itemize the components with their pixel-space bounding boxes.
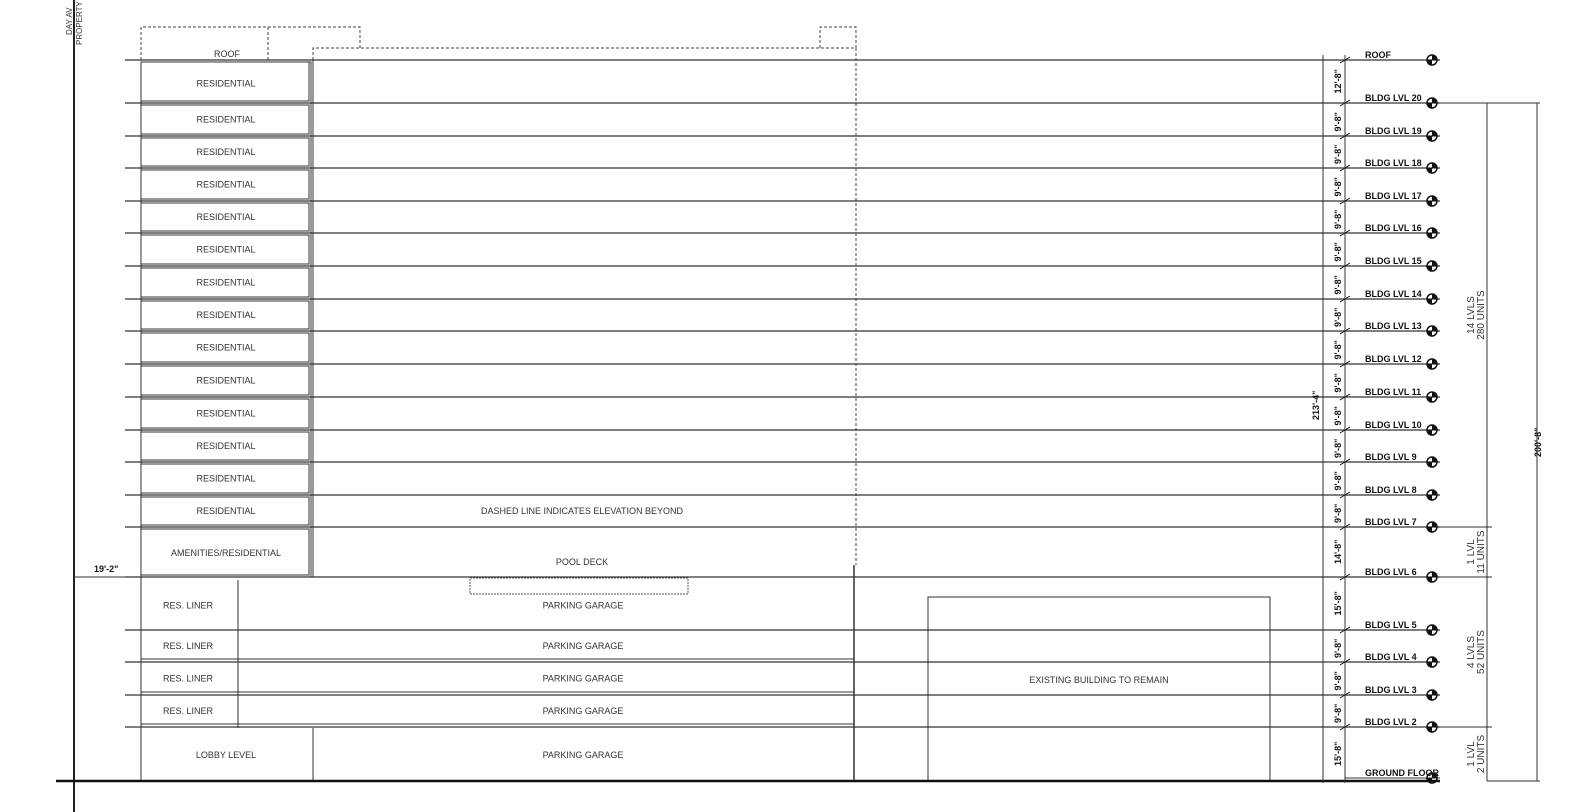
group-levels-label: 1 LVL [1466, 741, 1477, 767]
level-label: BLDG LVL 8 [1365, 485, 1417, 495]
res-liner-label: RES. LINER [162, 673, 214, 684]
group-levels-label: 1 LVL [1466, 539, 1477, 565]
residential-label: RESIDENTIAL [196, 506, 256, 516]
parking-garage-label: PARKING GARAGE [542, 706, 624, 716]
residential-label: RESIDENTIAL [196, 408, 256, 419]
edge-label-1: DAY AV [65, 7, 74, 35]
overall-height-dimension: 213'-4" [1311, 390, 1321, 420]
floor-height-label: 9'-8" [1333, 275, 1343, 295]
floor-height-label: 9'-8" [1333, 177, 1343, 197]
floor-height-label: 9'-8" [1333, 340, 1343, 360]
residential-label: RESIDENTIAL [196, 375, 256, 386]
res-liner-label: RES. LINER [162, 641, 214, 651]
pool-deck-label: POOL DECK [555, 557, 609, 567]
level-label: BLDG LVL 2 [1365, 717, 1417, 727]
level-label: BLDG LVL 10 [1365, 420, 1422, 430]
level-label: BLDG LVL 15 [1365, 256, 1422, 266]
level-label: BLDG LVL 11 [1365, 387, 1422, 397]
residential-label: RESIDENTIAL [196, 342, 256, 353]
residential-label: RESIDENTIAL [196, 147, 256, 157]
floor-height-label: 15'-8" [1333, 591, 1343, 616]
level-label: BLDG LVL 16 [1365, 223, 1422, 233]
residential-label: RESIDENTIAL [196, 277, 256, 288]
residential-label: RESIDENTIAL [196, 473, 256, 484]
parking-garage-label: PARKING GARAGE [542, 600, 624, 611]
roof-parapet-left [141, 27, 360, 60]
roof-parapet-right [820, 27, 856, 48]
floor-height-label: 9'-8" [1333, 438, 1343, 458]
parking-garage-label: PARKING GARAGE [542, 641, 624, 651]
floor-height-label: 9'-8" [1333, 112, 1343, 132]
room-labels [141, 62, 623, 760]
level-label: ROOF [1365, 50, 1391, 60]
edge-label-2: PROPERTY [75, 1, 84, 45]
floor-height-label: 15'-8" [1333, 741, 1343, 766]
floor-height-label: 12'-8" [1333, 69, 1343, 94]
level-label: BLDG LVL 5 [1365, 620, 1417, 630]
parking-garage-label: PARKING GARAGE [542, 673, 624, 684]
existing-building-outline [928, 597, 1270, 781]
group-units-label: 11 UNITS [1476, 530, 1487, 574]
level-label: BLDG LVL 3 [1365, 685, 1417, 695]
floor-height-label: 14'-8" [1333, 539, 1343, 564]
residential-label: RESIDENTIAL [196, 244, 256, 255]
level-markers [1345, 50, 1440, 783]
floor-height-label: 9'-8" [1333, 242, 1343, 262]
level-label: BLDG LVL 19 [1365, 126, 1422, 136]
level-label: BLDG LVL 7 [1365, 517, 1417, 527]
residential-label: RESIDENTIAL [196, 78, 256, 89]
floor-height-label: 9'-8" [1333, 144, 1343, 164]
level-label: BLDG LVL 9 [1365, 452, 1417, 462]
tower-height-dimension: 200'-8" [1533, 427, 1543, 457]
group-levels-label: 14 LVLS [1466, 296, 1477, 334]
group-levels-label: 4 LVLS [1466, 635, 1477, 669]
res-liner-label: RES. LINER [162, 706, 214, 716]
podium-offset-dimension: 19'-2" [94, 564, 119, 574]
res-liner-label: RES. LINER [162, 600, 214, 611]
level-lines [125, 60, 1440, 727]
level-label: BLDG LVL 17 [1365, 191, 1422, 201]
amenities-label: AMENITIES/RESIDENTIAL [170, 548, 282, 558]
pool-recess [470, 578, 688, 594]
level-label: BLDG LVL 18 [1365, 158, 1422, 168]
residential-label: RESIDENTIAL [196, 310, 256, 320]
level-label: BLDG LVL 4 [1365, 652, 1417, 662]
floor-height-label: 9'-8" [1333, 471, 1343, 491]
group-units-label: 2 UNITS [1476, 734, 1487, 774]
floor-height-dimensions [1333, 57, 1350, 766]
floor-height-label: 9'-8" [1333, 638, 1343, 658]
floor-height-label: 9'-8" [1333, 209, 1343, 229]
lobby-label: LOBBY LEVEL [195, 750, 257, 760]
floor-height-label: 9'-8" [1333, 307, 1343, 327]
roof-label: ROOF [214, 49, 240, 59]
floor-height-label: 9'-8" [1333, 671, 1343, 691]
dashed-line-note: DASHED LINE INDICATES ELEVATION BEYOND [480, 506, 684, 516]
level-label: BLDG LVL 6 [1365, 567, 1417, 577]
residential-label: RESIDENTIAL [196, 114, 256, 125]
group-units-label: 280 UNITS [1476, 290, 1487, 340]
residential-label: RESIDENTIAL [196, 179, 256, 190]
roof-edge-beyond [313, 48, 856, 60]
group-units-label: 52 UNITS [1476, 630, 1487, 674]
floor-height-label: 9'-8" [1333, 503, 1343, 523]
floor-height-label: 9'-8" [1333, 373, 1343, 393]
floor-height-label: 9'-8" [1333, 406, 1343, 426]
existing-building-label: EXISTING BUILDING TO REMAIN [1029, 675, 1169, 685]
level-label: BLDG LVL 20 [1365, 93, 1422, 103]
level-label: BLDG LVL 12 [1365, 354, 1422, 364]
level-label: GROUND FLOOR [1365, 768, 1439, 778]
unit-groups [1440, 103, 1492, 773]
floor-height-label: 9'-8" [1333, 703, 1343, 723]
level-label: BLDG LVL 14 [1365, 289, 1422, 299]
residential-label: RESIDENTIAL [196, 441, 256, 451]
level-label: BLDG LVL 13 [1365, 321, 1422, 331]
residential-label: RESIDENTIAL [196, 212, 256, 222]
parking-garage-label: PARKING GARAGE [542, 750, 624, 760]
